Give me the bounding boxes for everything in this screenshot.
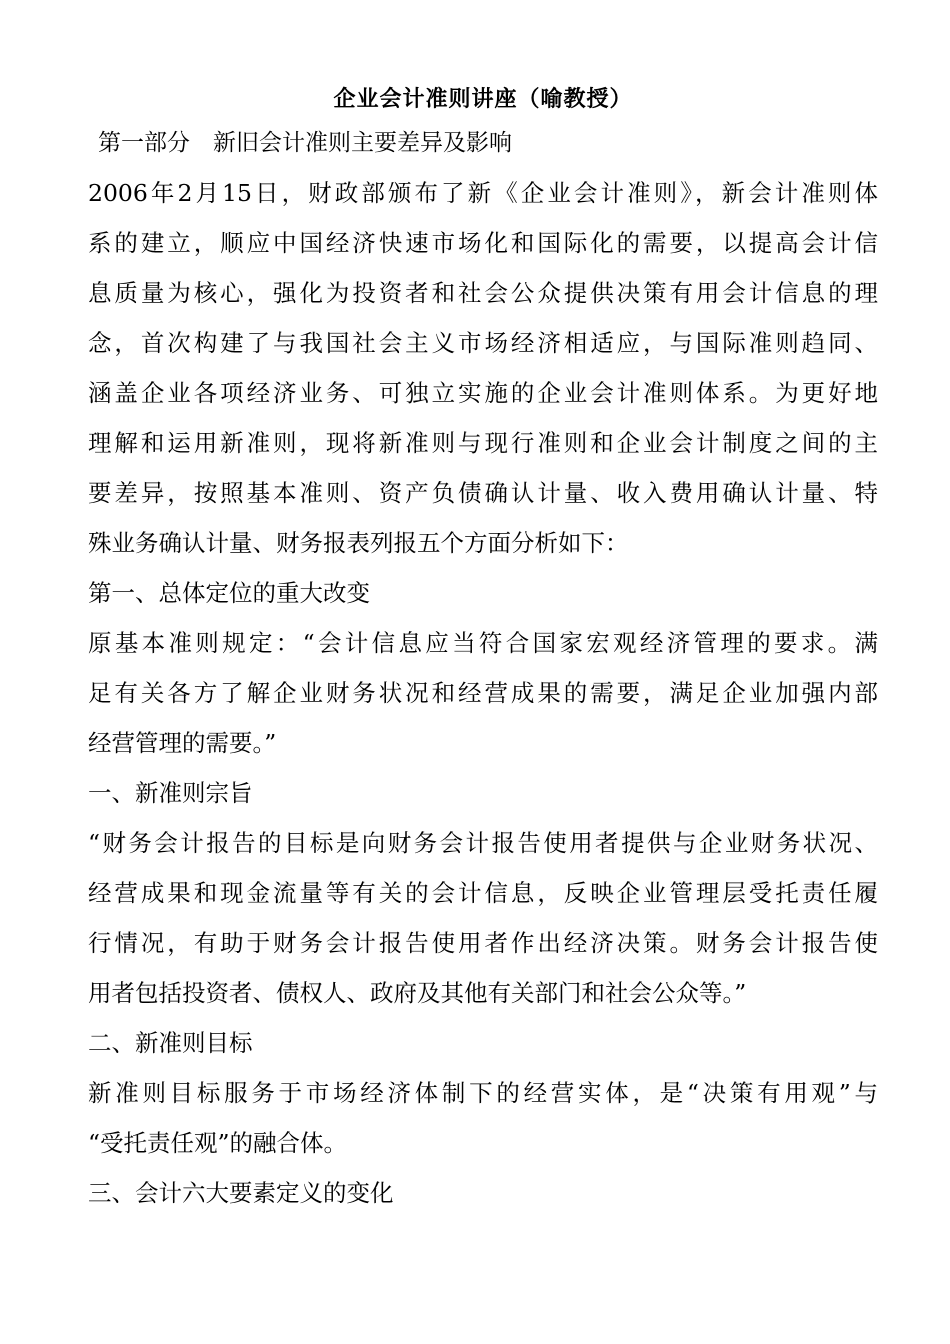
old-standard-line: 足有关各方了解企业财务状况和经营成果的需要，满足企业加强内部 [88, 679, 878, 707]
goal-line: 新准则目标服务于市场经济体制下的经营实体，是“决策有用观”与 [88, 1079, 878, 1107]
heading-overall-positioning: 第一、总体定位的重大改变 [88, 579, 370, 607]
heading-new-standard-purpose: 一、新准则宗旨 [88, 779, 253, 807]
heading-new-standard-goal: 二、新准则目标 [88, 1029, 253, 1057]
intro-line: 殊业务确认计量、财务报表列报五个方面分析如下： [88, 529, 629, 557]
purpose-line: 行情况，有助于财务会计报告使用者作出经济决策。财务会计报告使 [88, 929, 878, 957]
intro-line: 系的建立，顺应中国经济快速市场化和国际化的需要，以提高会计信 [88, 229, 878, 257]
purpose-paragraph [88, 818, 878, 1018]
old-standard-line: 经营管理的需要。” [88, 729, 277, 757]
document-title: 企业会计准则讲座（喻教授） [333, 87, 633, 112]
intro-line: 2006年2月15日，财政部颁布了新《企业会计准则》，新会计准则体 [88, 179, 878, 207]
intro-line: 念，首次构建了与我国社会主义市场经济相适应，与国际准则趋同、 [88, 329, 878, 357]
intro-paragraph [88, 168, 878, 568]
old-standard-line: 原基本准则规定：“会计信息应当符合国家宏观经济管理的要求。满 [88, 629, 878, 657]
document-body [88, 82, 878, 1218]
part-heading: 第一部分 新旧会计准则主要差异及影响 [98, 130, 512, 156]
heading-six-elements: 三、会计六大要素定义的变化 [88, 1179, 394, 1207]
intro-line: 理解和运用新准则，现将新准则与现行准则和企业会计制度之间的主 [88, 429, 878, 457]
intro-line: 涵盖企业各项经济业务、可独立实施的企业会计准则体系。为更好地 [88, 379, 878, 407]
old-standard-paragraph [88, 618, 878, 768]
goal-line: “受托责任观”的融合体。 [88, 1129, 348, 1157]
purpose-line: 经营成果和现金流量等有关的会计信息，反映企业管理层受托责任履 [88, 879, 878, 907]
purpose-line: “财务会计报告的目标是向财务会计报告使用者提供与企业财务状况、 [88, 829, 878, 857]
purpose-line: 用者包括投资者、债权人、政府及其他有关部门和社会公众等。” [88, 979, 747, 1007]
intro-line: 息质量为核心，强化为投资者和社会公众提供决策有用会计信息的理 [88, 279, 878, 307]
intro-line: 要差异，按照基本准则、资产负债确认计量、收入费用确认计量、特 [88, 479, 878, 507]
goal-paragraph [88, 1068, 878, 1168]
